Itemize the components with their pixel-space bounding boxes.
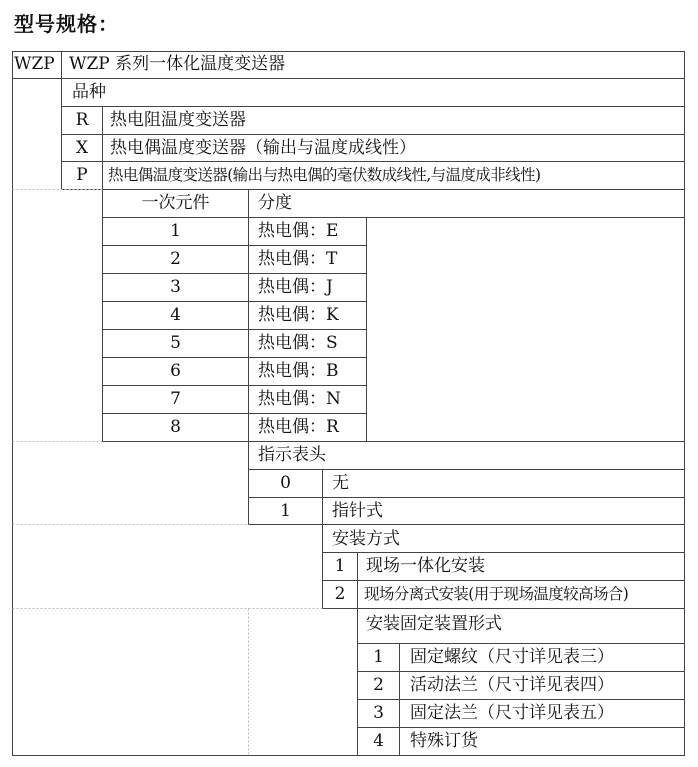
element-code: 5: [170, 333, 181, 353]
fixing-desc: 固定法兰（尺寸详见表五）: [410, 703, 614, 723]
variety-code: P: [76, 165, 88, 185]
model-name: WZP 系列一体化温度变送器: [69, 54, 286, 74]
indicator-code: 0: [280, 473, 291, 493]
grade-value: 热电偶：T: [258, 249, 338, 269]
grade-value: 热电偶：N: [258, 389, 341, 409]
fixing-code: 3: [373, 703, 384, 723]
grade-value: 热电偶：S: [258, 333, 338, 353]
indicator-code: 1: [280, 501, 291, 521]
element-code: 4: [170, 305, 181, 325]
fixing-desc: 固定螺纹（尺寸详见表三）: [410, 647, 614, 667]
fixing-label: 安装固定装置形式: [366, 614, 502, 634]
fixing-desc: 特殊订货: [410, 731, 478, 751]
element-code: 1: [170, 221, 181, 241]
element-label: 一次元件: [141, 193, 210, 213]
page-title: 型号规格：: [14, 12, 119, 36]
grade-value: 热电偶：E: [258, 221, 339, 241]
element-code: 6: [170, 361, 181, 381]
model-code: WZP: [14, 54, 55, 74]
fixing-code: 2: [373, 675, 384, 695]
grade-value: 热电偶：R: [258, 417, 339, 437]
fixing-code: 4: [373, 731, 384, 751]
install-desc: 现场分离式安装(用于现场温度较高场合): [364, 585, 629, 603]
element-code: 7: [170, 389, 181, 409]
install-label: 安装方式: [332, 529, 400, 549]
variety-desc: 热电偶温度变送器(输出与热电偶的毫伏数成线性,与温度成非线性): [108, 166, 541, 184]
grade-value: 热电偶：B: [258, 361, 339, 381]
indicator-desc: 无: [332, 473, 349, 493]
fixing-code: 1: [373, 647, 384, 667]
variety-code: R: [75, 110, 89, 130]
variety-code: X: [75, 138, 89, 158]
variety-label: 品种: [72, 82, 106, 102]
install-desc: 现场一体化安装: [366, 556, 485, 576]
grade-value: 热电偶：J: [258, 277, 333, 297]
indicator-desc: 指针式: [332, 501, 383, 521]
element-code: 3: [170, 277, 181, 297]
install-code: 2: [334, 584, 346, 604]
element-code: 8: [170, 417, 181, 437]
grade-value: 热电偶：K: [258, 305, 339, 325]
grade-label: 分度: [258, 193, 292, 213]
fixing-desc: 活动法兰（尺寸详见表四）: [410, 675, 614, 695]
variety-desc: 热电偶温度变送器（输出与温度成线性）: [110, 138, 416, 158]
variety-desc: 热电阻温度变送器: [110, 110, 246, 130]
install-code: 1: [334, 556, 346, 576]
element-code: 2: [170, 249, 181, 269]
indicator-label: 指示表头: [258, 445, 326, 465]
